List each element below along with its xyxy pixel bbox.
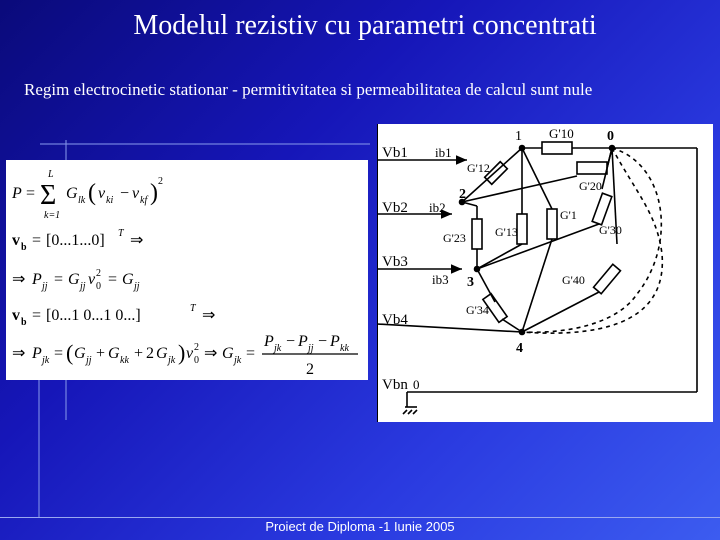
svg-text:jj: jj: [308, 343, 314, 354]
svg-text:2: 2: [146, 345, 154, 362]
svg-text:v: v: [186, 345, 194, 362]
svg-text:G: G: [66, 185, 78, 202]
svg-text:b: b: [21, 317, 27, 328]
svg-text:lk: lk: [78, 195, 86, 206]
node-1-label: 1: [515, 129, 522, 144]
node-2-label: 2: [459, 187, 466, 202]
ground-node-label: 0: [413, 377, 420, 392]
current-ib3-label: ib3: [432, 272, 449, 287]
svg-text:+: +: [96, 345, 106, 362]
svg-text:⇒: ⇒: [202, 307, 216, 324]
conductance-g40-label: G'40: [562, 273, 585, 287]
svg-text:[0...1...0]: [0...1...0]: [46, 232, 105, 249]
circuit-graphic: [377, 124, 713, 422]
voltage-vb3-label: Vb3: [382, 254, 408, 270]
svg-text:jj: jj: [134, 281, 140, 292]
svg-text:jk: jk: [274, 343, 282, 354]
voltage-vbn-label: Vbn: [382, 377, 408, 393]
svg-text:kk: kk: [340, 343, 349, 354]
svg-text:): ): [178, 340, 186, 365]
svg-text:kf: kf: [140, 195, 148, 206]
svg-text:v: v: [12, 232, 20, 249]
node-0-label: 0: [607, 129, 614, 144]
formula-vector-vb-pair: [12, 303, 215, 328]
formula-vector-vb-single: [12, 228, 143, 253]
svg-text:P: P: [298, 333, 308, 350]
svg-text:=: =: [246, 345, 256, 362]
svg-text:⇒: ⇒: [12, 345, 26, 362]
svg-text:G: G: [68, 271, 80, 288]
svg-text:G: G: [108, 345, 120, 362]
svg-text:jj: jj: [86, 355, 92, 366]
svg-text:(: (: [66, 340, 74, 365]
decorative-rule-horizontal: [40, 143, 370, 145]
svg-text:v: v: [98, 185, 106, 202]
formula-gjk: [12, 333, 358, 378]
svg-text:jk: jk: [234, 355, 242, 366]
conductance-g20-label: G'20: [579, 179, 602, 193]
svg-text:=: =: [108, 271, 118, 288]
svg-text:=: =: [32, 232, 42, 249]
svg-text:b: b: [21, 242, 27, 253]
voltage-vb4-label: Vb4: [382, 312, 408, 328]
svg-text:2: 2: [96, 268, 101, 279]
svg-text:P: P: [12, 185, 22, 202]
svg-text:2: 2: [158, 176, 163, 187]
svg-text:=: =: [54, 345, 64, 362]
svg-text:⇒: ⇒: [130, 232, 144, 249]
conductance-g34-label: G'34: [466, 303, 489, 317]
svg-text:L: L: [48, 169, 54, 180]
svg-text:G: G: [156, 345, 168, 362]
voltage-vb1-label: Vb1: [382, 145, 408, 161]
svg-text:jj: jj: [80, 281, 86, 292]
voltage-vb2-label: Vb2: [382, 200, 408, 216]
svg-text:G: G: [122, 271, 134, 288]
current-ib1-label: ib1: [435, 145, 452, 160]
svg-text:jk: jk: [168, 355, 176, 366]
svg-text:0: 0: [96, 281, 101, 292]
conductance-g23-label: G'23: [443, 231, 466, 245]
svg-text:(: (: [88, 180, 96, 206]
footer-divider: [0, 517, 720, 518]
svg-text:2: 2: [306, 361, 314, 378]
svg-text:T: T: [190, 303, 196, 314]
svg-text:⇒: ⇒: [12, 271, 26, 288]
svg-text:): ): [150, 180, 158, 206]
svg-text:v: v: [132, 185, 140, 202]
slide-title: Modelul rezistiv cu parametri concentrati: [133, 10, 597, 41]
svg-text:−: −: [318, 333, 328, 350]
conductance-g1-label: G'1: [560, 208, 577, 222]
formula-power-sum: [11, 169, 163, 221]
svg-text:P: P: [264, 333, 274, 350]
svg-text:ki: ki: [106, 195, 114, 206]
svg-text:=: =: [32, 307, 42, 324]
current-ib2-label: ib2: [429, 200, 446, 215]
svg-text:=: =: [26, 185, 36, 202]
svg-text:−: −: [286, 333, 296, 350]
svg-text:0: 0: [194, 355, 199, 366]
node-3-label: 3: [467, 275, 474, 290]
svg-text:G: G: [74, 345, 86, 362]
svg-text:P: P: [330, 333, 340, 350]
svg-text:v: v: [88, 271, 96, 288]
slide-subtitle: Regim electrocinetic stationar - permitivitatea si permeabilitatea de calcul sunt nule: [24, 80, 593, 99]
svg-text:T: T: [118, 228, 124, 239]
node-4-label: 4: [516, 341, 523, 356]
svg-text:Σ: Σ: [40, 180, 57, 211]
svg-text:P: P: [32, 271, 42, 288]
svg-text:⇒: ⇒: [204, 345, 218, 362]
conductance-g30-label: G'30: [599, 223, 622, 237]
svg-text:kk: kk: [120, 355, 129, 366]
svg-text:P: P: [32, 345, 42, 362]
conductance-g13-label: G'13: [495, 225, 518, 239]
svg-text:+: +: [134, 345, 144, 362]
circuit-diagram: [377, 124, 713, 422]
slide-footer: Proiect de Diploma -1 Iunie 2005: [265, 519, 455, 534]
svg-text:−: −: [120, 185, 130, 202]
formula-pjj: [12, 268, 140, 292]
svg-text:v: v: [12, 307, 20, 324]
svg-text:jk: jk: [42, 355, 50, 366]
formula-graphic: [6, 160, 368, 380]
formula-panel: [6, 160, 368, 380]
svg-text:=: =: [54, 271, 64, 288]
svg-text:[0...1 0...1 0...]: [0...1 0...1 0...]: [46, 307, 141, 324]
conductance-g10-label: G'10: [549, 126, 574, 141]
svg-text:G: G: [222, 345, 234, 362]
svg-text:jj: jj: [42, 281, 48, 292]
svg-text:2: 2: [194, 342, 199, 353]
decorative-rule-vertical-2: [38, 380, 40, 517]
svg-text:k=1: k=1: [44, 210, 61, 221]
conductance-g12-label: G'12: [467, 161, 490, 175]
